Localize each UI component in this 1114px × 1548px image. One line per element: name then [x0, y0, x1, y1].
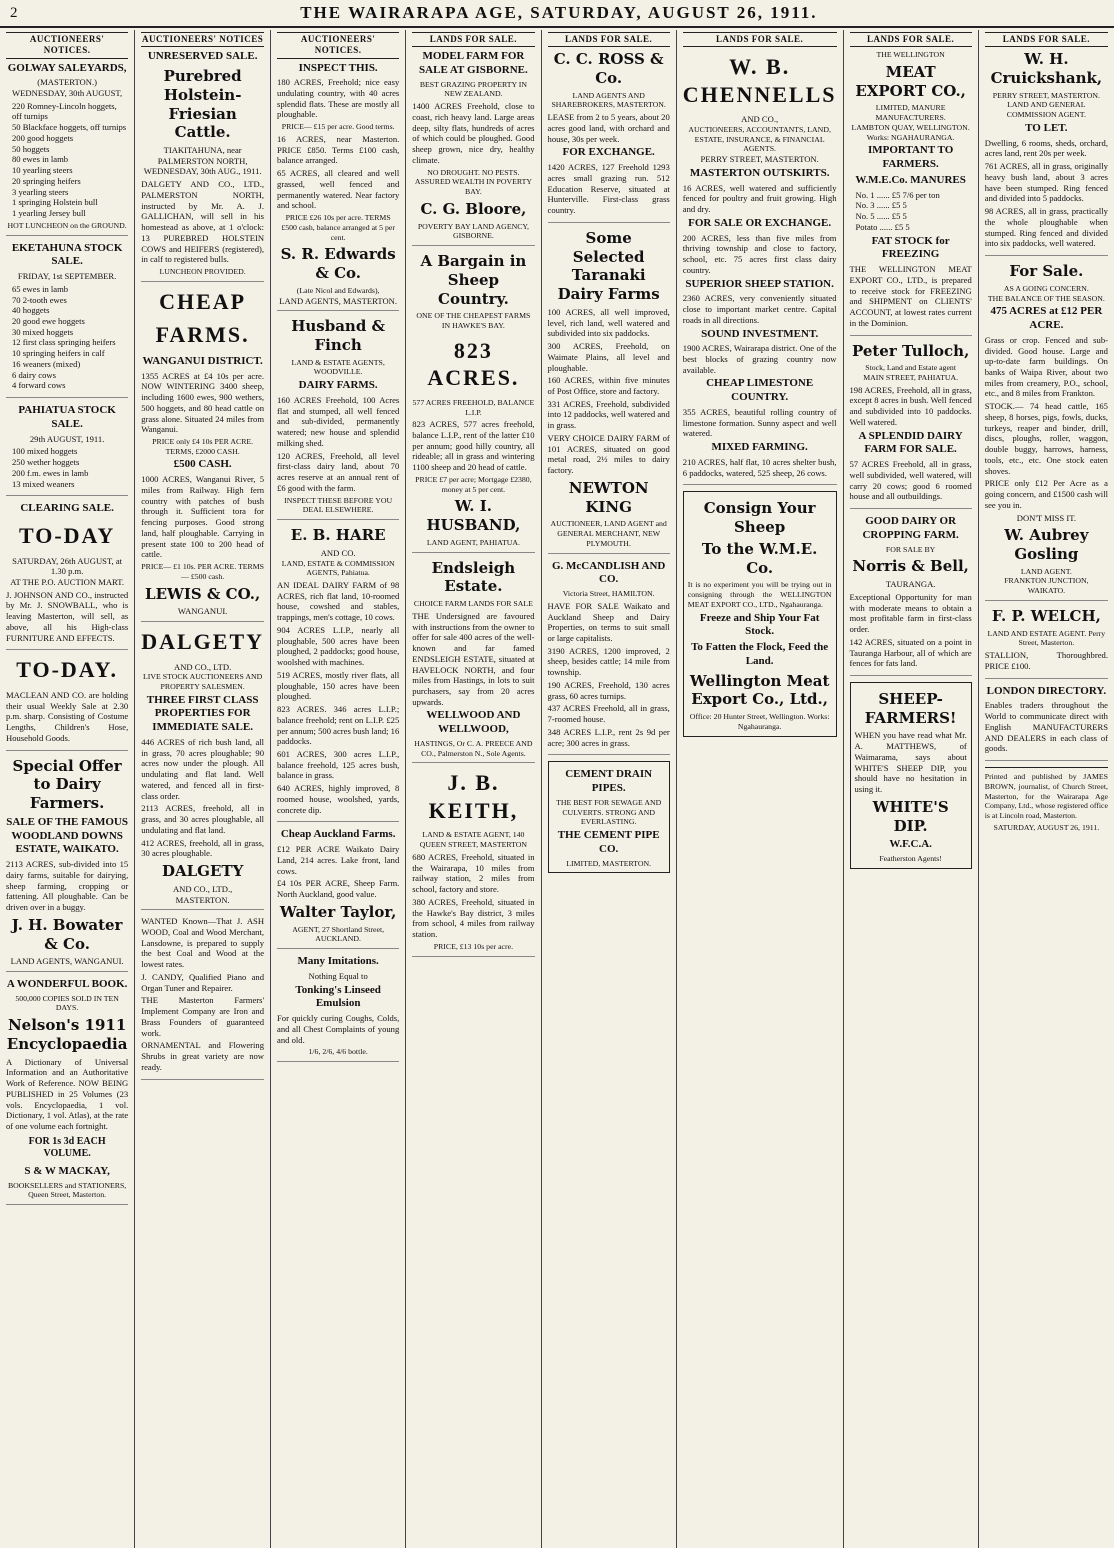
- ad-title: UNRESERVED SALE.: [147, 50, 258, 63]
- list-item: 10 springing heifers in calf: [12, 348, 105, 359]
- column-4: [406, 30, 541, 1548]
- clearing-sale-ad: [6, 502, 128, 650]
- ad-title: Many Imitations.: [297, 955, 379, 968]
- ad-body: J. JOHNSON AND CO., instructed by Mr. J. SNOWBALL, who is leaving Masterton, will sell, as above, all his High-class FURNITURE AND EFFECTS.: [6, 589, 129, 643]
- pahiatua-sale-ad: [6, 404, 128, 496]
- ad-title: A SPLENDID DAIRY FARM FOR SALE.: [858, 429, 963, 456]
- agent-name: G. McCANDLISH AND CO.: [551, 559, 666, 586]
- list-item: No. 1 ...... £5 7/6 per ton: [855, 189, 940, 200]
- agent-subtitle: BOOKSELLERS and STATIONERS, Queen Street, Masterton.: [7, 1180, 127, 1200]
- agent-name: W. Aubrey Gosling: [1004, 526, 1089, 563]
- column-header: LANDS FOR SALE.: [850, 32, 972, 47]
- ad-price: PRICE— £15 per acre. Good terms.: [281, 122, 395, 132]
- list-item: 250 wether hoggets: [12, 457, 80, 468]
- ad-note: INSPECT THESE BEFORE YOU DEAL ELSEWHERE.: [284, 495, 393, 515]
- ad-title: SUPERIOR SHEEP STATION.: [685, 277, 834, 290]
- ad-headline: Nelson's 1911 Encyclopaedia: [6, 1016, 128, 1053]
- ad-body: £4 10s PER ACRE, Sheep Farm. North Auckland, good value.: [277, 878, 400, 900]
- ad-subtitle: AS A GOING CONCERN.: [1003, 283, 1089, 293]
- column-7: [844, 30, 979, 1548]
- ad-note: NO DROUGHT. NO PESTS. ASSURED WEALTH IN POVERTY BAY.: [414, 167, 532, 197]
- price-list: [850, 190, 972, 233]
- ad-body: 1900 ACRES, Wairarapa district. One of the best blocks of grazing country now available.: [682, 343, 837, 375]
- ad-date: FRIDAY, 1st SEPTEMBER.: [17, 271, 117, 282]
- agent-name: Walter Taylor,: [279, 902, 397, 921]
- ad-headline: 823 ACRES.: [427, 337, 520, 391]
- list-item: 200 f.m. ewes in lamb: [12, 467, 89, 478]
- column-2: [135, 30, 271, 1548]
- ad-price: PRICE £26 10s per acre. TERMS £500 cash, balance arranged at 5 per cent.: [281, 213, 395, 242]
- agent-name: WELLWOOD AND WELLWOOD,: [426, 709, 521, 736]
- ad-title: MODEL FARM FOR SALE AT GISBORNE.: [419, 50, 528, 76]
- agent-line: LAND, ESTATE & COMMISSION AGENTS, Pahiatua.: [281, 558, 395, 578]
- ad-body: A Dictionary of Universal Information and an Authoritative Work of Reference. NOW BEING PUBLISHED in 25 Volumes (23 vols. Encyclopaedia, 1 vol. Dictionary, 1 vol. Atlas), at the rate of one volume each fortnight.: [6, 1056, 129, 1132]
- ad-subtitle: ONE OF THE CHEAPEST FARMS IN HAWKE'S BAY.: [416, 311, 531, 331]
- ad-body: 640 ACRES, highly improved, 8 roomed house, woolshed, yards, concrete dip.: [277, 783, 400, 815]
- ad-body: 823 ACRES. 346 acres L.I.P.; balance freehold; rent on L.I.P. £25 per annum; 500 acres bush land; 16 paddocks.: [277, 704, 400, 747]
- list-item: 30 mixed hoggets: [12, 326, 74, 337]
- ad-body: 446 ACRES of rich bush land, all in grass, 70 acres ploughable; 90 acres now under the plough. All undulating and flat land. Well watered, and fenced all in first-class order.: [141, 736, 265, 801]
- whites-dip-ad: [850, 682, 972, 869]
- list-item: 1 yearling Jersey bull: [12, 208, 86, 219]
- list-item: 1 springing Holstein bull: [12, 197, 98, 208]
- ad-body: 16 ACRES, well watered and sufficiently fenced for poultry and fruit growing. High and dry.: [682, 182, 837, 215]
- cement-pipe-ad: [548, 761, 670, 873]
- list-item: No. 3 ...... £5 5: [855, 200, 907, 211]
- ad-headline: WHITE'S DIP.: [872, 797, 949, 835]
- ad-title: TO LET.: [1025, 121, 1068, 134]
- ad-price: 1/6, 2/6, 4/6 bottle.: [308, 1047, 368, 1057]
- ad-subtitle: FOR SALE BY: [885, 544, 936, 554]
- cruickshank-ad: [985, 50, 1108, 256]
- ad-body: 412 ACRES, freehold, all in grass, 30 acres ploughable.: [141, 837, 265, 859]
- list-item: 3190 ACRES, 1200 improved, 2 sheep, besides cattle; 14 mile from township.: [547, 645, 670, 678]
- notice-text: THE Masterton Farmers' Implement Company are Iron and Brass Founders of guaranteed work.: [141, 995, 265, 1038]
- list-item: 13 mixed weaners: [12, 478, 75, 489]
- ad-body: 198 ACRES, Freehold, all in grass, except 8 acres in bush. Well fenced and subdivided into 10 paddocks. Well watered.: [849, 384, 972, 427]
- agent-subtitle: LAND AND ESTATE AGENT. Perry Street, Masterton.: [987, 628, 1106, 648]
- newspaper-columns: [0, 30, 1114, 1548]
- ad-date: 29th AUGUST, 1911.: [29, 433, 105, 444]
- ad-body: 823 ACRES, 577 acres freehold, balance L.I.P., rent of the latter £10 per annum; good hilly country, all rideable; all in grass and wintering 1100 sheep and 20 head of cattle.: [412, 419, 535, 473]
- ad-body: 180 ACRES, Freehold; nice easy undulating country, with 40 acres splendid flats. These are mostly all ploughable.: [277, 77, 400, 120]
- ad-subtitle: CHOICE FARM LANDS FOR SALE: [413, 599, 533, 609]
- ad-body: THE Undersigned are favoured with instructions from the owner to offer for sale 400 acres of the well-known and far famed ENDSLEIGH ESTATE, situated at HAVELOCK NORTH, and four miles from Hastings, in lots to suit purchasers, say from 20 acres upwards.: [412, 610, 535, 707]
- london-directory-ad: [985, 685, 1108, 761]
- agent-subtitle: LAND & ESTATE AGENTS, WOODVILLE.: [291, 357, 385, 377]
- column-1: [0, 30, 135, 1548]
- edwards-ad: [277, 62, 399, 312]
- list-item: 100 mixed hoggets: [12, 446, 78, 457]
- ad-title: FOR SALE OR EXCHANGE.: [688, 216, 832, 229]
- ad-subtitle: THE WELLINGTON: [876, 50, 945, 60]
- agent-line: AUCTIONEERS, ACCOUNTANTS, LAND, ESTATE, INSURANCE, & FINANCIAL AGENTS.: [688, 124, 831, 154]
- ad-title: IMPORTANT TO FARMERS.: [867, 144, 954, 171]
- list-item: 10 yearling steers: [12, 165, 73, 176]
- ad-body: Grass or crop. Fenced and sub-divided. Good house. Large and up-to-date farm buildings. On banks of Waipa River, about two miles from creamery, P.O., school, etc., and 8 miles from Frankton.: [984, 334, 1108, 399]
- ad-title: FAT STOCK for FREEZING: [871, 234, 950, 261]
- ad-body: For quickly curing Coughs, Colds, and all Chest Complaints of young and old.: [277, 1013, 400, 1045]
- ad-headline: CEMENT DRAIN PIPES.: [565, 768, 653, 795]
- auckland-farms-ad: [277, 828, 399, 949]
- ad-body: 1000 ACRES, Wanganui River, 5 miles from Railway. High fern country with patches of bush through it. Sufficient tora for fencing purposes. Good strong land, half ploughable. Carrying in present state 100 to 200 head of cattle.: [141, 474, 265, 560]
- list-item: 160 ACRES, within five minutes of Post Office, store and factory.: [547, 375, 670, 396]
- agent-subtitle: POVERTY BAY LAND AGENCY, GISBORNE.: [417, 221, 529, 241]
- agent-place: MAIN STREET, PAHIATUA.: [863, 373, 959, 382]
- ad-body: 519 ACRES, mostly river flats, all ploughable, 150 acres have been ploughed.: [277, 669, 400, 702]
- mccandlish-ad: [548, 560, 670, 756]
- ad-title: DAIRY FARMS.: [298, 379, 378, 392]
- agent-name: F. P. WELCH,: [991, 606, 1101, 625]
- agent-subtitle: (Late Nicol and Edwards),: [296, 285, 380, 295]
- agent-name: J. H. Bowater & Co.: [11, 915, 123, 953]
- ad-body: 1400 ACRES Freehold, close to coast, rich heavy land. Large areas deep, silty flats, hundreds of acres of which could be ploughed. Good sheep grown, nice dry, healthy climate.: [412, 101, 535, 165]
- notice-text: J. CANDY, Qualified Piano and Organ Tuner and Repairer.: [141, 971, 265, 993]
- ad-body: 65 ACRES, all cleared and well grassed, well fenced and permanently watered. Near factory and school.: [277, 168, 400, 211]
- ad-body: 2360 ACRES, very conveniently situated close to important market centre. Capital roads in all directions.: [682, 293, 837, 325]
- ad-note: LUNCHEON PROVIDED.: [159, 267, 246, 277]
- column-6: [677, 30, 844, 1548]
- divider: [985, 767, 1108, 768]
- agent-subtitle: AGENT, 27 Shortland Street, AUCKLAND.: [292, 924, 385, 944]
- agent-place: PERRY STREET, MASTERTON.: [700, 154, 819, 165]
- agent-subtitle: AUCTIONEER, LAND AGENT and GENERAL MERCHANT, NEW PLYMOUTH.: [550, 519, 667, 548]
- agent-subtitle: LAND AGENTS, WANGANUI.: [10, 956, 124, 967]
- holstein-sale-ad: [141, 50, 264, 282]
- list-item: 16 weaners (mixed): [12, 358, 81, 369]
- agent-subtitle: PERRY STREET, MASTERTON. LAND AND GENERAL COMMISSION AGENT.: [992, 90, 1100, 120]
- tonking-ad: [277, 955, 399, 1062]
- ad-headline: Some Selected Taranaki Dairy Farms: [557, 228, 660, 304]
- ad-date: WEDNESDAY, 30th AUGUST,: [12, 87, 123, 98]
- agent-subtitle: AND CO.,: [741, 114, 779, 125]
- ad-subtitle: 500,000 COPIES SOLD IN TEN DAYS.: [15, 993, 119, 1013]
- ad-body: Enables traders throughout the World to communicate direct with English MANUFACTURERS AND DEALERS in each class of goods.: [984, 700, 1108, 754]
- agent-subtitle: AND CO.: [320, 547, 356, 558]
- column-5: [542, 30, 677, 1548]
- ad-title: THREE FIRST CLASS PROPERTIES FOR IMMEDIATE SALE.: [146, 693, 259, 734]
- stock-list: [6, 101, 128, 219]
- ad-headline: Special Offer to Dairy Farmers.: [12, 756, 122, 813]
- ad-title: WANGANUI DISTRICT.: [142, 354, 263, 367]
- ad-title: MASTERTON OUTSKIRTS.: [689, 166, 830, 179]
- going-concern-ad: [985, 262, 1108, 601]
- list-item: 70 2-tooth ewes: [12, 294, 67, 305]
- column-header: LANDS FOR SALE.: [683, 32, 837, 47]
- ad-body: 904 ACRES L.I.P., nearly all ploughable, 500 acres have been ploughed, 2 paddocks; good house, woolshed with machines.: [277, 624, 400, 668]
- agent-place: LIMITED, MASTERTON.: [566, 858, 652, 868]
- ad-price: PRICE, £13 10s per acre.: [433, 941, 514, 951]
- list-item: 12 first class springing heifers: [12, 337, 116, 348]
- ad-body: 2113 ACRES, sub-divided into 15 dairy farms, suitable for dairying, sheep farming, cropping or fattening. All ploughable. Can be driven over in a buggy.: [6, 859, 129, 913]
- agent-name: DALGETY: [141, 629, 265, 655]
- notice-text: ORNAMENTAL and Flowering Shrubs in great variety are now ready.: [141, 1040, 265, 1072]
- agent-subtitle: Victoria Street, HAMILTON.: [562, 589, 655, 599]
- woodland-downs-ad: [6, 757, 128, 972]
- ad-headline: W.M.E.Co. MANURES: [855, 173, 966, 186]
- agent-subtitle: LIMITED, MANURE MANUFACTURERS.: [875, 103, 946, 123]
- ad-headline: To the W.M.E. Co.: [701, 539, 818, 577]
- list-item: 300 ACRES, Freehold, on Waimate Plains, all level and ploughable.: [547, 341, 670, 373]
- agent-subtitle: LAND AGENT, PAHIATUA.: [426, 537, 520, 547]
- ad-body: DALGETY AND CO., LTD., PALMERSTON NORTH, instructed by Mr. A. J. GALLICHAN, will sell in his homestead as above, at 1 o'clock: 13 PUREBRED HOLSTEIN COWS and HEIFERS (registered), in calf to registered bulls.: [141, 179, 265, 265]
- agent-line: LIVE STOCK AUCTIONEERS AND PROPERTY SALESMEN.: [143, 672, 263, 691]
- tulloch-ad: [850, 342, 972, 510]
- agent-place: FRANKTON JUNCTION, WAIKATO.: [1004, 576, 1089, 596]
- masthead: [0, 0, 1114, 28]
- agent-subtitle: Stock, Land and Estate agent: [865, 363, 956, 373]
- agent-subtitle: Featherston Agents!: [879, 854, 942, 864]
- small-notices: [141, 916, 264, 1079]
- ad-body: 2113 ACRES, freehold, all in grass, and 30 acres ploughable, all undulating and flat land.: [141, 803, 265, 835]
- ad-title: INSPECT THIS.: [298, 61, 378, 74]
- ad-body: Exceptional Opportunity for man with moderate means to obtain a most profitable farm in first-class order.: [849, 591, 972, 635]
- agent-name: LEWIS & CO.,: [145, 584, 261, 603]
- column-8: [979, 30, 1114, 1548]
- list-item: 100 ACRES, all well improved, level, rich land, well watered and subdivided into six paddocks.: [547, 306, 670, 339]
- agent-subtitle: HASTINGS, Or C. A. PREECE AND CO., Palmerston N., Sole Agents.: [414, 738, 533, 758]
- agent-subtitle: LAND AGENTS AND SHAREBROKERS, MASTERTON.: [551, 90, 666, 110]
- ad-headline: A Bargain in Sheep Country.: [420, 252, 527, 308]
- ad-body: 355 ACRES, beautiful rolling country of limestone formation. Sunny aspect and well watered.: [682, 406, 837, 439]
- stock-list: [6, 446, 128, 489]
- ad-place: AT THE P.O. AUCTION MART.: [10, 577, 125, 587]
- ad-place: TIAKITAHUNA, near PALMERSTON NORTH,: [157, 145, 248, 166]
- ad-title: 475 ACRES at £12 PER ACRE.: [990, 305, 1103, 332]
- ad-body: 142 ACRES, situated on a point in Tauranga Harbour, all of which are fences for fats land.: [849, 636, 972, 669]
- ad-body: STOCK.— 74 head cattle, 165 sheep, 8 horses, pigs, fowls, ducks, turkeys, reaper and binder, drill, discs, ploughs, roller, waggon, double buggy, harrows, harness, tools, etc., etc. One stock eaten shoves.: [984, 401, 1108, 476]
- sheep-country-ad: [412, 252, 534, 553]
- ad-body: STALLION, Thoroughbred. PRICE £100.: [984, 650, 1108, 671]
- ad-title: Freeze and Ship Your Fat Stock.: [699, 611, 820, 638]
- imprint-date: SATURDAY, AUGUST 26, 1911.: [993, 822, 1100, 832]
- ad-subtitle: THE BEST FOR SEWAGE AND CULVERTS. STRONG AND EVERLASTING.: [556, 797, 662, 827]
- agent-name: Norris & Bell,: [852, 557, 969, 576]
- ad-price: PRICE £7 per acre; Mortgage £2380, money at 5 per cent.: [415, 474, 532, 494]
- ad-headline: Consign Your Sheep: [703, 499, 816, 537]
- ad-body: AN IDEAL DAIRY FARM of 98 ACRES, rich flat land, 10-roomed house, cowshed and stables, trappings, men's cottage, 10 cows.: [277, 579, 400, 623]
- ad-body: LEASE from 2 to 5 years, about 20 acres good land, with orchard and house, 30s per week.: [547, 112, 670, 144]
- agent-subtitle: LAND AGENT.: [1020, 566, 1072, 576]
- ad-body: It is no experiment you will be trying out in consigning through the WELLINGTON MEAT EXPORT CO., LTD., Ngahauranga.: [687, 580, 832, 609]
- agent-subtitle: Office: 20 Hunter Street, Wellington. Works: Ngahauranga.: [689, 712, 830, 731]
- list-item: 220 Romney-Lincoln hoggets, off turnips: [12, 100, 117, 122]
- list-item: 190 ACRES, Freehold, 130 acres grass, 60 acres turnips.: [547, 679, 670, 701]
- eketahuna-sale-ad: [6, 242, 128, 399]
- list-item: 20 springing heifers: [12, 175, 81, 186]
- ad-body: HAVE FOR SALE Waikato and Auckland Sheep and Dairy Properties, on terms to suit small or large capitalists.: [547, 600, 670, 643]
- agent-name: S. R. Edwards & Co.: [280, 245, 396, 283]
- ad-title: A WONDERFUL BOOK.: [6, 977, 128, 990]
- ad-body: 761 ACRES, all in grass, originally heavy bush land, about 3 acres have been stumped. Ring fenced and divided into 5 paddocks.: [984, 161, 1108, 204]
- agent-subtitle: AND CO., LTD.: [174, 661, 232, 672]
- list-item: 4 forward cows: [12, 380, 66, 391]
- ad-body: 680 ACRES, Freehold, situated in the Wairarapa, 10 miles from railway station, 2 miles from school, factory and store.: [412, 851, 535, 895]
- ad-note: DON'T MISS IT.: [1016, 512, 1076, 523]
- agent-name: W.F.C.A.: [889, 838, 932, 851]
- ad-headline: Endsleigh Estate.: [431, 558, 516, 596]
- ad-subtitle: BEST GRAZING PROPERTY IN NEW ZEALAND.: [419, 79, 527, 99]
- list-item: VERY CHOICE DAIRY FARM of 101 ACRES, situated on good metal road, 2½ miles to dairy factory.: [547, 432, 670, 476]
- list-item: 331 ACRES, Freehold, subdivided into 12 paddocks, well watered and in grass.: [547, 398, 670, 431]
- list-item: 65 ewes in lamb: [12, 283, 69, 294]
- imprint: Printed and published by JAMES BROWN, journalist, of Church Street, Masterton, for the Wairarapa Age Company, Ltd., whose registered office is at Lincoln road, Masterton.: [984, 772, 1108, 820]
- list-item: Potato ...... £5 5: [855, 221, 910, 232]
- wme-consign-ad: [683, 491, 837, 736]
- ad-headline: For Sale.: [1009, 262, 1084, 281]
- ad-headline: TO-DAY.: [16, 657, 119, 683]
- column-header: AUCTIONEERS' NOTICES.: [6, 32, 128, 59]
- ad-body: 1420 ACRES, 127 Freehold 1293 acres small grazing run. 512 Education Reserve, situated at Hunterville. First-class grass country.: [547, 162, 670, 216]
- ad-body: £12 PER ACRE Waikato Dairy Land, 214 acres. Lake front, land cows.: [277, 844, 400, 876]
- ad-headline: Tonking's Linseed Emulsion: [295, 983, 381, 1010]
- ad-title: PAHIATUA STOCK SALE.: [18, 404, 116, 430]
- welch-ad: [985, 607, 1108, 679]
- ad-price: PRICE only £4 10s PER ACRE. TERMS, £2000 CASH.: [152, 436, 254, 456]
- ad-date: WEDNESDAY, 30th AUG., 1911.: [143, 166, 262, 177]
- ad-body: 160 ACRES Freehold, 100 Acres flat and stumped, all well fenced and sub-divided, permanently watered; new house and splendid milking shed.: [277, 394, 400, 448]
- agent-name: W. H. Cruickshank,: [990, 50, 1103, 87]
- agent-line: LAND AGENTS, MASTERTON.: [279, 295, 398, 306]
- ad-title: CLEARING SALE.: [20, 502, 114, 515]
- column-header: LANDS FOR SALE.: [412, 32, 534, 47]
- dalgety-ad: [141, 628, 264, 910]
- endsleigh-estate-ad: [412, 559, 534, 764]
- column-header: AUCTIONEERS' NOTICES.: [277, 32, 399, 59]
- notice-text: WANTED Known—That J. ASH WOOD, Coal and Wood Merchant, Lansdowne, is prepared to supply the best Coal and Wood at the lowest rates.: [141, 916, 265, 970]
- ad-body: 210 ACRES, half flat, 10 acres shelter bush, 6 paddocks, watered, 525 sheep, 26 cows.: [682, 456, 837, 478]
- list-item: 50 Blackface hoggets, off turnips: [12, 122, 127, 133]
- agent-name: DALGETY: [161, 862, 244, 881]
- ad-body: Dwelling, 6 rooms, sheds, orchard, acres land, rent 20s per week.: [984, 137, 1108, 159]
- ad-headline: Purebred Holstein-Friesian Cattle.: [163, 67, 242, 142]
- ad-title: GOOD DAIRY OR CROPPING FARM.: [862, 515, 959, 541]
- ad-headline: FARMS.: [155, 322, 250, 348]
- agent-name: C. G. Bloore,: [420, 199, 527, 218]
- ad-body: 98 ACRES, all in grass, practically the whole ploughable when stumped. Ring fenced and divided into six paddocks, well watered.: [984, 206, 1108, 249]
- page-number: 2: [10, 4, 19, 21]
- cheap-farms-ad: [141, 288, 264, 622]
- ad-body: 601 ACRES, 300 acres L.I.P., balance freehold, 125 acres bush, balance in grass.: [277, 749, 400, 781]
- column-3: [271, 30, 406, 1548]
- list-item: 6 dairy cows: [12, 369, 56, 380]
- agent-subtitle: LAND & ESTATE AGENT, 140 QUEEN STREET, MASTERTON: [419, 830, 528, 850]
- stock-list: [6, 284, 128, 391]
- ad-title: £500 CASH.: [173, 458, 232, 471]
- agent-name: MEAT EXPORT CO.,: [855, 62, 966, 100]
- column-header: LANDS FOR SALE.: [548, 32, 670, 47]
- norris-bell-ad: [850, 515, 972, 676]
- chennells-ad: [683, 53, 837, 485]
- ad-body: 200 ACRES, less than five miles from thriving township and close to factory, school, etc. 75 acres first class dairy country.: [682, 232, 837, 275]
- ad-headline: LONDON DIRECTORY.: [986, 684, 1107, 697]
- ad-body: 57 ACRES Freehold, all in grass, well subdivided, well watered, will carry 20 cows; good 6 roomed house and all outbuildings.: [849, 459, 972, 502]
- ross-ad: [548, 50, 670, 223]
- golway-sale-ad: [6, 62, 128, 236]
- agent-subtitle: WANGANUI.: [177, 606, 228, 617]
- ad-note: HOT LUNCHEON on the GROUND.: [7, 220, 127, 230]
- agent-place: MASTERTON.: [175, 894, 230, 905]
- agent-name: S & W MACKAY,: [24, 1164, 110, 1177]
- agent-subtitle: AND CO., LTD.,: [172, 883, 233, 894]
- ad-title: SOUND INVESTMENT.: [701, 327, 819, 340]
- list-item: No. 5 ...... £5 5: [855, 211, 907, 222]
- ad-title: MIXED FARMING.: [711, 441, 808, 454]
- ad-subtitle: Nothing Equal to: [308, 970, 368, 981]
- ad-body: 380 ACRES, Freehold, situated in the Hawke's Bay district, 3 miles from school, 4 miles from railway station.: [412, 896, 535, 940]
- agent-name: W. I. HUSBAND,: [426, 497, 521, 535]
- agent-name: NEWTON KING: [568, 478, 649, 516]
- agent-name: E. B. HARE: [290, 526, 386, 545]
- agent-name: J. B. KEITH,: [428, 770, 519, 823]
- column-header: AUCTIONEERS' NOTICES: [141, 32, 264, 47]
- list-item: 50 hoggets: [12, 143, 50, 154]
- ad-price: FOR 1s 3d EACH VOLUME.: [28, 1135, 106, 1160]
- ad-body: PRICE only £12 Per Acre as a going concern, and £1500 cash will see you in.: [984, 478, 1108, 510]
- ad-body: THE WELLINGTON MEAT EXPORT CO., LTD., is prepared to receive stock for FREEZING and SHIPMENT on CLIENTS' ACCOUNT, at lowest rates current in the Dominion.: [849, 264, 972, 328]
- ad-title: GOLWAY SALEYARDS,: [7, 61, 127, 74]
- list-item: 80 ewes in lamb: [12, 154, 69, 165]
- agent-name: W. B. CHENNELLS: [682, 54, 837, 107]
- ad-subtitle: 577 ACRES FREEHOLD, BALANCE L.I.P.: [412, 397, 535, 417]
- agent-name: Wellington Meat Export Co., Ltd.,: [689, 671, 830, 709]
- agent-name: C. C. ROSS & Co.: [553, 50, 664, 87]
- list-item: 437 ACRES Freehold, all in grass, 7-roomed house.: [547, 703, 670, 725]
- agent-place: LAMBTON QUAY, WELLINGTON. Works: NGAHAURANGA.: [851, 122, 970, 142]
- ad-subtitle: (MASTERTON.): [37, 77, 97, 88]
- ad-title: EKETAHUNA STOCK SALE.: [11, 241, 123, 268]
- gisborne-farm-ad: [412, 50, 534, 246]
- ad-body: WHEN you have read what Mr. A. MATTHEWS, of Waimarama, says about WHITE'S SHEEP DIP, you should have no hesitation in using it.: [854, 730, 967, 795]
- masthead-spacer: [1099, 5, 1104, 22]
- ad-date: SATURDAY, 26th AUGUST, at 1.30 p.m.: [12, 555, 123, 577]
- ad-headline: TO-DAY: [18, 523, 116, 549]
- agent-name: Peter Tulloch,: [851, 341, 970, 360]
- ad-subtitle: THE BALANCE OF THE SEASON.: [987, 293, 1105, 303]
- ad-headline: CHEAP: [159, 288, 247, 314]
- taranaki-farms-ad: [548, 229, 670, 554]
- ad-title: Cheap Auckland Farms.: [280, 828, 396, 841]
- column-header: LANDS FOR SALE.: [985, 32, 1108, 47]
- husband-finch-ad: [277, 317, 399, 520]
- meat-export-ad: [850, 50, 972, 335]
- agent-place: TAURANGA.: [885, 579, 936, 590]
- list-item: 3 yearling steers: [12, 186, 69, 197]
- agent-name: THE CEMENT PIPE CO.: [557, 829, 660, 855]
- list-item: 20 good ewe hoggets: [12, 315, 85, 326]
- ad-body: 120 ACRES, Freehold, all level first-class dairy land, about 70 acres reserve at an annual rent of £6 good with the farm.: [277, 450, 400, 493]
- keith-ad: [412, 769, 534, 956]
- ad-headline: SHEEP-FARMERS!: [864, 689, 957, 727]
- ad-body: 1355 ACRES at £4 10s per acre. NOW WINTERING 3400 sheep, including 1600 ewes, 900 wethers, 500 hoggets, and 80 head cattle on grass alone. Situated 24 miles from Wanganui.: [141, 370, 265, 435]
- list-item: 40 hoggets: [12, 305, 50, 316]
- newspaper-title: THE WAIRARAPA AGE, SATURDAY, AUGUST 26, 1911.: [300, 3, 818, 22]
- ad-body: MACLEAN AND CO. are holding their usual Weekly Sale at 2.30 p.m. sharp. Consisting of Costume Lengths, Children's Hose, Household Goods.: [6, 689, 129, 743]
- hare-ad: [277, 526, 399, 822]
- ad-price: PRICE— £1 10s. PER ACRE. TERMS— £500 cash.: [141, 562, 264, 581]
- list-item: 200 good hoggets: [12, 132, 74, 143]
- ad-title: CHEAP LIMESTONE COUNTRY.: [706, 377, 814, 404]
- ad-title: To Fatten the Flock, Feed the Land.: [691, 641, 829, 667]
- ad-title: FOR EXCHANGE.: [562, 146, 655, 159]
- ad-body: 16 ACRES, near Masterton. PRICE £850. Terms £100 cash, balance arranged.: [277, 133, 400, 166]
- maclean-sale-ad: [6, 656, 128, 750]
- agent-name: Husband & Finch: [291, 317, 386, 354]
- ad-title: SALE OF THE FAMOUS WOODLAND DOWNS ESTATE, WAIKATO.: [6, 815, 128, 856]
- list-item: 348 ACRES L.I.P., rent 2s 9d per acre; 300 acres in grass.: [547, 726, 670, 748]
- encyclopaedia-ad: [6, 978, 128, 1205]
